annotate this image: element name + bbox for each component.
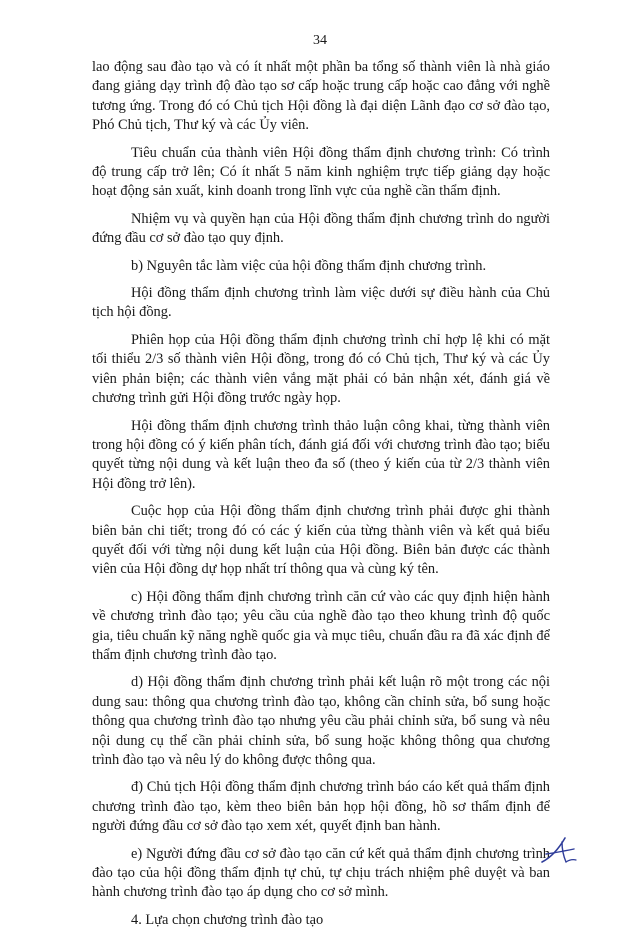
- paragraph-6: Phiên họp của Hội đồng thẩm định chương trình chỉ hợp lệ khi có mặt tối thiểu 2/3 số thành viên Hội đồng, trong đó có Chủ tịch, Thư ký và các Ủy viên phản biện; các thành viên vắng mặt phải có bản nhận xét, đánh giá về chương trình gửi Hội đồng trước ngày họp.: [92, 331, 550, 407]
- handwritten-initial-icon: [538, 832, 578, 868]
- paragraph-8: Cuộc họp của Hội đồng thẩm định chương trình phải được ghi thành biên bản chi tiết; trong đó có các ý kiến của từng thành viên và kết quả biểu quyết đối với từng nội dung kết luận của Hội đồng. Biên bản được các thành viên của Hội đồng dự họp nhất trí thông qua và cùng ký tên.: [92, 503, 550, 578]
- body-text: [92, 58, 550, 938]
- page-number: 34: [313, 33, 327, 48]
- section-heading: 4. Lựa chọn chương trình đào tạo: [131, 911, 324, 928]
- paragraph-5: Hội đồng thẩm định chương trình làm việc dưới sự điều hành của Chủ tịch hội đồng.: [92, 285, 550, 321]
- paragraph-11: đ) Chủ tịch Hội đồng thẩm định chương trình báo cáo kết quả thẩm định chương trình đào tạo, kèm theo biên bản họp hội đồng, hồ sơ thẩm định để người đứng đầu cơ sở đào tạo xem xét, quyết định ban hành.: [92, 779, 550, 835]
- paragraph-7: Hội đồng thẩm định chương trình thảo luận công khai, từng thành viên trong hội đồng có ý kiến phân tích, đánh giá đối với chương trình đào tạo; biểu quyết từng nội dung và kết luận theo đa số (theo ý kiến của từ 2/3 thành viên Hội đồng trở lên).: [92, 417, 550, 492]
- paragraph-9: c) Hội đồng thẩm định chương trình căn cứ vào các quy định hiện hành về chương trình đào tạo; yêu cầu của nghề đào tạo theo khung trình độ quốc gia, tiêu chuẩn kỹ năng nghề quốc gia và mục tiêu, chuẩn đầu ra đã xác định để thẩm định chương trình đào tạo.: [92, 588, 550, 663]
- paragraph-2: Tiêu chuẩn của thành viên Hội đồng thẩm định chương trình: Có trình độ trung cấp trở lên; Có ít nhất 5 năm kinh nghiệm trực tiếp giảng dạy hoặc hoạt động sản xuất, kinh doanh trong lĩnh vực của nghề cần thẩm định.: [92, 144, 550, 200]
- paragraph-1: lao động sau đào tạo và có ít nhất một phần ba tổng số thành viên là nhà giáo đang giảng dạy trình độ đào tạo sơ cấp hoặc trung cấp hoặc cao đẳng với nghề tương ứng. Trong đó có Chủ tịch Hội đồng là đại diện Lãnh đạo cơ sở đào tạo, Phó Chủ tịch, Thư ký và các Ủy viên.: [92, 59, 550, 134]
- paragraph-10: d) Hội đồng thẩm định chương trình phải kết luận rõ một trong các nội dung sau: thông qua chương trình đào tạo, không cần chỉnh sửa, bổ sung hoặc thông qua chương trình đào tạo nhưng yêu cầu phải chỉnh sửa, bổ sung và nêu nội dung cụ thể cần phải chỉnh sửa, bổ sung hoặc không thông qua chương trình đào tạo và nêu lý do không được thông qua.: [92, 674, 550, 768]
- paragraph-12: e) Người đứng đầu cơ sở đào tạo căn cứ kết quả thẩm định chương trình đào tạo của hội đồng thẩm định tự chủ, tự chịu trách nhiệm phê duyệt và ban hành chương trình đào tạo áp dụng cho cơ sở mình.: [92, 845, 550, 901]
- paragraph-4: b) Nguyên tắc làm việc của hội đồng thẩm định chương trình.: [131, 257, 487, 274]
- paragraph-3: Nhiệm vụ và quyền hạn của Hội đồng thẩm định chương trình do người đứng đầu cơ sở đào tạo quy định.: [92, 210, 550, 247]
